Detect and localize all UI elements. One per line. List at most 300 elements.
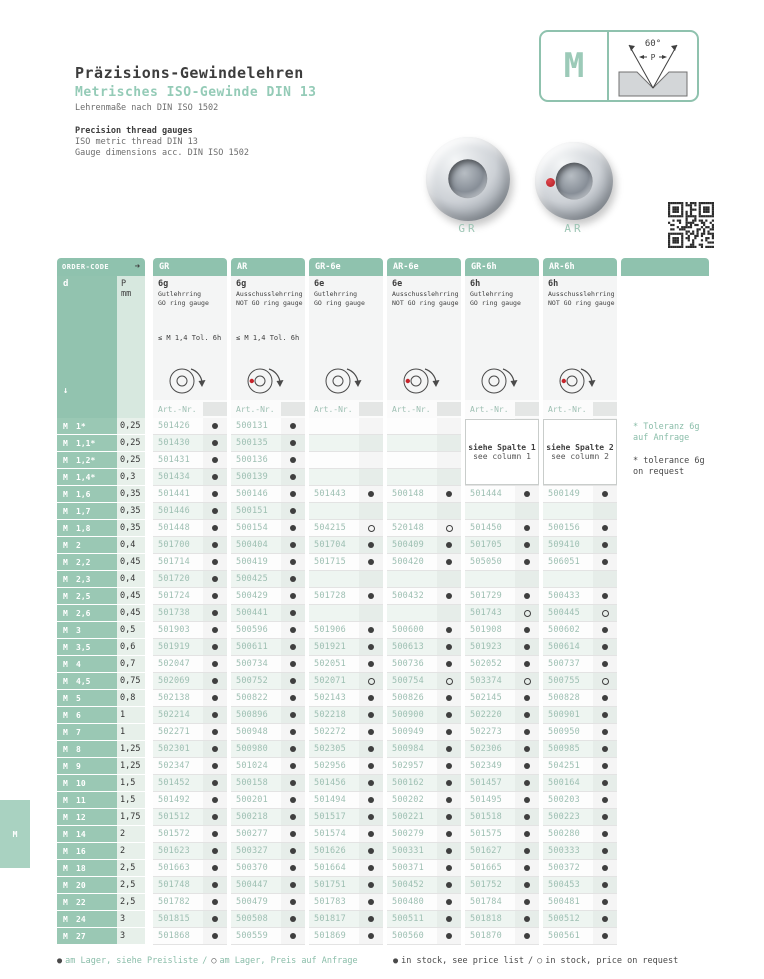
art-number-cell (309, 690, 383, 707)
p-unit: mm (121, 289, 132, 299)
art-number: 506051 (548, 557, 580, 567)
on-request-circle (524, 610, 531, 617)
art-number-cell (153, 418, 227, 435)
thread-size: 2,5 (76, 591, 91, 601)
art-number: 501444 (470, 489, 502, 499)
stock-indicator-wrap (281, 809, 305, 825)
in-stock-dot (212, 525, 218, 531)
thread-series-letter: M (63, 421, 68, 431)
art-number: 501782 (158, 897, 190, 907)
in-stock-dot (446, 491, 452, 497)
column-header-AR-6e (387, 276, 461, 400)
art-number: 500441 (236, 608, 268, 618)
stock-indicator-wrap (593, 792, 617, 808)
tolerance-class: 6e (314, 279, 325, 289)
stock-indicator-wrap (359, 486, 383, 502)
art-number: 500752 (236, 676, 268, 686)
art-number: 501426 (158, 421, 190, 431)
in-stock-dot (290, 576, 296, 582)
art-number-cell (231, 639, 305, 656)
stock-indicator-wrap (515, 741, 539, 757)
art-number: 502271 (158, 727, 190, 737)
in-stock-dot (446, 712, 452, 718)
art-number-cell (153, 486, 227, 503)
thread-series-letter: M (63, 591, 68, 601)
art-number: 500280 (548, 829, 580, 839)
stock-indicator-wrap (437, 622, 461, 638)
art-number: 501724 (158, 591, 190, 601)
in-stock-dot (212, 627, 218, 633)
stock-indicator-wrap (359, 860, 383, 876)
on-request-circle (602, 678, 609, 685)
in-stock-dot (446, 916, 452, 922)
art-number: 501868 (158, 931, 190, 941)
art-number-shade (203, 402, 227, 416)
stock-indicator-wrap (203, 537, 227, 553)
row-label (57, 707, 117, 723)
stock-indicator-wrap (593, 656, 617, 672)
art-number: 501492 (158, 795, 190, 805)
stock-indicator-wrap (515, 537, 539, 553)
stock-indicator-wrap (281, 537, 305, 553)
thread-series-letter: M (63, 846, 68, 856)
art-number-cell (543, 605, 617, 622)
go-ring-label: GR (458, 222, 478, 235)
pitch-value: 2,5 (117, 877, 145, 893)
in-stock-dot (524, 763, 530, 769)
stock-indicator-wrap (593, 520, 617, 536)
art-number-cell (387, 588, 461, 605)
in-stock-dot (524, 882, 530, 888)
stock-indicator-wrap (281, 741, 305, 757)
art-number (387, 503, 437, 519)
stock-indicator-wrap (593, 877, 617, 893)
column-tab-GR: GR (153, 258, 227, 276)
in-stock-dot (524, 542, 530, 548)
art-number: 500901 (548, 710, 580, 720)
stock-indicator-wrap (437, 588, 461, 604)
gauge-name-de: Ausschusslehrring (548, 290, 615, 298)
in-stock-dot (446, 814, 452, 820)
in-stock-dot (290, 763, 296, 769)
stock-indicator-wrap (437, 554, 461, 570)
art-number-cell (153, 809, 227, 826)
stock-indicator-wrap (203, 554, 227, 570)
art-number-cell (543, 928, 617, 945)
stock-indicator-wrap (593, 571, 617, 587)
art-number-cell (309, 792, 383, 809)
art-number: 500613 (392, 642, 424, 652)
art-number: 500985 (548, 744, 580, 754)
art-number-cell (153, 792, 227, 809)
stock-indicator-wrap (515, 843, 539, 859)
gauge-name-de: Gutlehrring (158, 290, 202, 298)
art-number: 502145 (470, 693, 502, 703)
column-tab-AR-6h: AR-6h (543, 258, 617, 276)
in-stock-dot (446, 746, 452, 752)
stock-indicator-wrap (593, 554, 617, 570)
art-number: 501431 (158, 455, 190, 465)
art-number: 502071 (314, 676, 346, 686)
art-number-cell (543, 520, 617, 537)
pitch-value: 1 (117, 707, 145, 723)
legend-text: am Lager, siehe Preisliste (65, 956, 199, 966)
in-stock-dot (290, 644, 296, 650)
in-stock-dot (368, 933, 374, 939)
tolerance-footnote (633, 422, 725, 478)
art-number-cell (231, 894, 305, 911)
art-number-shade (515, 402, 539, 416)
stock-indicator-wrap (203, 775, 227, 791)
stock-indicator-wrap (281, 758, 305, 774)
in-stock-dot (290, 678, 296, 684)
art-number: 504251 (548, 761, 580, 771)
stock-indicator-wrap (359, 503, 383, 519)
art-number-cell (153, 503, 227, 520)
art-number-cell (543, 673, 617, 690)
thread-series-letter: M (63, 557, 68, 567)
thread-size: 4 (76, 659, 81, 669)
art-number-cell (543, 656, 617, 673)
art-number-cell (153, 877, 227, 894)
art-number: 501024 (236, 761, 268, 771)
in-stock-dot (290, 712, 296, 718)
legend-separator: / (527, 956, 534, 966)
thread-size: 27 (76, 931, 86, 941)
art-number: 501728 (314, 591, 346, 601)
art-number: 500404 (236, 540, 268, 550)
in-stock-dot (602, 865, 608, 871)
art-number-cell (309, 741, 383, 758)
see-column-note-en: see column 1 (473, 452, 531, 461)
art-number: 500949 (392, 727, 424, 737)
art-number-cell (465, 894, 539, 911)
tolerance-footnote-en (633, 456, 725, 478)
thread-series-letter: M (63, 710, 68, 720)
in-stock-dot (368, 899, 374, 905)
art-number: 501623 (158, 846, 190, 856)
art-number: 501443 (314, 489, 346, 499)
stock-indicator-wrap (437, 826, 461, 842)
in-stock-dot (446, 882, 452, 888)
stock-indicator-wrap (593, 588, 617, 604)
pitch-value: 0,7 (117, 656, 145, 672)
in-stock-dot (524, 831, 530, 837)
art-number-label: Art.-Nr. (392, 404, 431, 414)
art-number-cell (543, 588, 617, 605)
art-number: 500896 (236, 710, 268, 720)
stock-indicator-wrap (515, 775, 539, 791)
in-stock-dot (368, 695, 374, 701)
in-stock-dot (290, 729, 296, 735)
art-number-cell (231, 741, 305, 758)
art-number: 501818 (470, 914, 502, 924)
stock-indicator-wrap (593, 622, 617, 638)
stock-indicator-wrap (437, 486, 461, 502)
thread-size: 11 (76, 795, 86, 805)
art-number: 500419 (236, 557, 268, 567)
column-header-GR (153, 276, 227, 400)
art-number-cell (309, 571, 383, 588)
art-number: 500512 (548, 914, 580, 924)
art-number-cell (231, 622, 305, 639)
art-number-cell (231, 860, 305, 877)
thread-type-badge (539, 30, 699, 102)
stock-indicator-wrap (437, 520, 461, 536)
art-number-cell (543, 503, 617, 520)
art-number-cell (309, 418, 383, 435)
gauge-name-en: GO ring gauge (470, 298, 521, 307)
art-number-cell (465, 622, 539, 639)
art-number: 501817 (314, 914, 346, 924)
art-number: 501452 (158, 778, 190, 788)
stock-indicator-wrap (203, 877, 227, 893)
stock-indicator-wrap (281, 554, 305, 570)
stock-indicator-wrap (203, 486, 227, 502)
art-number-cell (231, 673, 305, 690)
art-number-cell (543, 809, 617, 826)
art-number: 501626 (314, 846, 346, 856)
stock-indicator-wrap (359, 639, 383, 655)
art-number: 500508 (236, 914, 268, 924)
art-number: 500948 (236, 727, 268, 737)
in-stock-dot (368, 814, 374, 820)
art-number-cell (387, 690, 461, 707)
column-tab-GR-6h: GR-6h (465, 258, 539, 276)
in-stock-dot (212, 780, 218, 786)
art-number: 501456 (314, 778, 346, 788)
go-ring-gauge-photo (426, 137, 510, 221)
thread-size: 16 (76, 846, 86, 856)
stock-indicator-wrap (437, 928, 461, 944)
in-stock-dot (446, 695, 452, 701)
art-number-cell (309, 860, 383, 877)
art-number-cell (465, 588, 539, 605)
tolerance-class: 6g (158, 279, 169, 289)
stock-indicator-wrap (281, 860, 305, 876)
art-number: 502305 (314, 744, 346, 754)
art-number: 500453 (548, 880, 580, 890)
art-number: 501700 (158, 540, 190, 550)
footnote-de-line1: * Toleranz 6g (633, 422, 700, 432)
art-number: 500333 (548, 846, 580, 856)
in-stock-dot (212, 865, 218, 871)
in-stock-dot (212, 593, 218, 599)
in-stock-dot (212, 661, 218, 667)
in-stock-dot (446, 899, 452, 905)
art-number-cell (387, 554, 461, 571)
art-number-cell (309, 894, 383, 911)
stock-indicator-wrap (281, 894, 305, 910)
art-number: 500611 (236, 642, 268, 652)
art-number (309, 571, 359, 587)
row-label (57, 911, 117, 927)
art-number-label: Art.-Nr. (470, 404, 509, 414)
art-number-cell (231, 911, 305, 928)
stock-indicator-wrap (593, 894, 617, 910)
art-number: 501494 (314, 795, 346, 805)
art-number: 500479 (236, 897, 268, 907)
filled-dot-icon: ● (57, 956, 63, 966)
stock-indicator-wrap (359, 775, 383, 791)
pitch-value: 1,75 (117, 809, 145, 825)
size-limit-note: ≤ M 1,4 Tol. 6h (158, 334, 222, 342)
thread-size: 22 (76, 897, 86, 907)
art-number-cell (231, 503, 305, 520)
art-number-cell (153, 843, 227, 860)
in-stock-dot (524, 525, 530, 531)
pitch-value: 0,45 (117, 605, 145, 621)
pitch-value: 0,25 (117, 452, 145, 468)
stock-indicator-wrap (359, 894, 383, 910)
gauge-name-en: NOT GO ring gauge (548, 298, 615, 307)
art-number: 500202 (392, 795, 424, 805)
art-number: 500755 (548, 676, 580, 686)
art-number: 500327 (236, 846, 268, 856)
art-number-cell (543, 537, 617, 554)
in-stock-dot (602, 763, 608, 769)
thread-series-letter: M (63, 659, 68, 669)
in-stock-dot (602, 746, 608, 752)
art-number: 501783 (314, 897, 346, 907)
stock-indicator-wrap (359, 877, 383, 893)
stock-indicator-wrap (359, 911, 383, 927)
page-line2-en: ISO metric thread DIN 13 (75, 137, 198, 147)
stock-indicator-wrap (437, 605, 461, 621)
art-number: 500828 (548, 693, 580, 703)
in-stock-dot (446, 593, 452, 599)
pitch-value: 1,25 (117, 758, 145, 774)
art-number: 501627 (470, 846, 502, 856)
art-number: 502956 (314, 761, 346, 771)
art-number-cell (387, 571, 461, 588)
stock-indicator-wrap (281, 826, 305, 842)
stock-indicator-wrap (593, 843, 617, 859)
on-request-circle (524, 678, 531, 685)
thread-series-letter: M (63, 540, 68, 550)
stock-indicator-wrap (359, 673, 383, 689)
stock-indicator-wrap (437, 741, 461, 757)
in-stock-dot (368, 593, 374, 599)
art-number-cell (543, 639, 617, 656)
art-number: 500223 (548, 812, 580, 822)
art-number: 501751 (314, 880, 346, 890)
thread-series-letter: M (63, 727, 68, 737)
art-number: 502047 (158, 659, 190, 669)
stock-indicator-wrap (203, 622, 227, 638)
see-column-note-1 (465, 419, 539, 485)
in-stock-dot (524, 746, 530, 752)
stock-indicator-wrap (281, 452, 305, 468)
art-number-cell (387, 656, 461, 673)
stock-indicator-wrap (281, 656, 305, 672)
stock-legend-de (57, 956, 358, 966)
order-code-label: ORDER-CODE (62, 263, 110, 271)
art-number: 501430 (158, 438, 190, 448)
thread-size: 2 (76, 540, 81, 550)
stock-indicator-wrap (437, 911, 461, 927)
row-label (57, 537, 117, 553)
art-number-cell (309, 911, 383, 928)
art-number-cell (153, 673, 227, 690)
stock-indicator-wrap (359, 588, 383, 604)
stock-indicator-wrap (593, 724, 617, 740)
in-stock-dot (212, 423, 218, 429)
stock-indicator-wrap (593, 707, 617, 723)
ring-gauge-icon (399, 365, 445, 397)
art-number: 502069 (158, 676, 190, 686)
in-stock-dot (446, 797, 452, 803)
row-label (57, 894, 117, 910)
in-stock-dot (212, 729, 218, 735)
art-number (309, 469, 359, 485)
stock-indicator-wrap (593, 673, 617, 689)
art-number-cell (387, 418, 461, 435)
art-number-cell (543, 622, 617, 639)
art-number: 502143 (314, 693, 346, 703)
art-number-cell (543, 758, 617, 775)
p-label: P (121, 279, 127, 289)
pitch-value: 0,4 (117, 537, 145, 553)
art-number (309, 503, 359, 519)
stock-indicator-wrap (203, 520, 227, 536)
row-label (57, 622, 117, 638)
in-stock-dot (368, 542, 374, 548)
thread-size: 6 (76, 710, 81, 720)
in-stock-dot (446, 780, 452, 786)
in-stock-dot (446, 763, 452, 769)
art-number: 501572 (158, 829, 190, 839)
art-number-cell (309, 486, 383, 503)
art-number: 500737 (548, 659, 580, 669)
column-tab-GR-6e: GR-6e (309, 258, 383, 276)
art-number-cell (387, 622, 461, 639)
art-number: 501870 (470, 931, 502, 941)
in-stock-dot (446, 865, 452, 871)
thread-size: 3,5 (76, 642, 91, 652)
in-stock-dot (212, 831, 218, 837)
art-number-cell (543, 571, 617, 588)
stock-indicator-wrap (515, 809, 539, 825)
art-number: 501715 (314, 557, 346, 567)
pitch-value: 0,6 (117, 639, 145, 655)
thread-size: 2,2 (76, 557, 91, 567)
stock-indicator-wrap (359, 826, 383, 842)
stock-indicator-wrap (203, 656, 227, 672)
pitch-value: 1,5 (117, 792, 145, 808)
in-stock-dot (602, 729, 608, 735)
stock-indicator-wrap (359, 435, 383, 451)
in-stock-dot (212, 474, 218, 480)
art-number: 500158 (236, 778, 268, 788)
in-stock-dot (524, 814, 530, 820)
stock-indicator-wrap (203, 724, 227, 740)
stock-indicator-wrap (437, 537, 461, 553)
thread-size: 1,6 (76, 489, 91, 499)
art-number-cell (387, 503, 461, 520)
in-stock-dot (368, 627, 374, 633)
art-number-cell (231, 792, 305, 809)
notgo-ring-gauge-photo (535, 142, 613, 220)
in-stock-dot (368, 746, 374, 752)
p-column-header (117, 276, 145, 418)
art-number-cell (387, 758, 461, 775)
column-header-AR (231, 276, 305, 400)
art-number-cell (309, 826, 383, 843)
art-number-cell (309, 724, 383, 741)
in-stock-dot (368, 559, 374, 565)
art-number-cell (543, 486, 617, 503)
